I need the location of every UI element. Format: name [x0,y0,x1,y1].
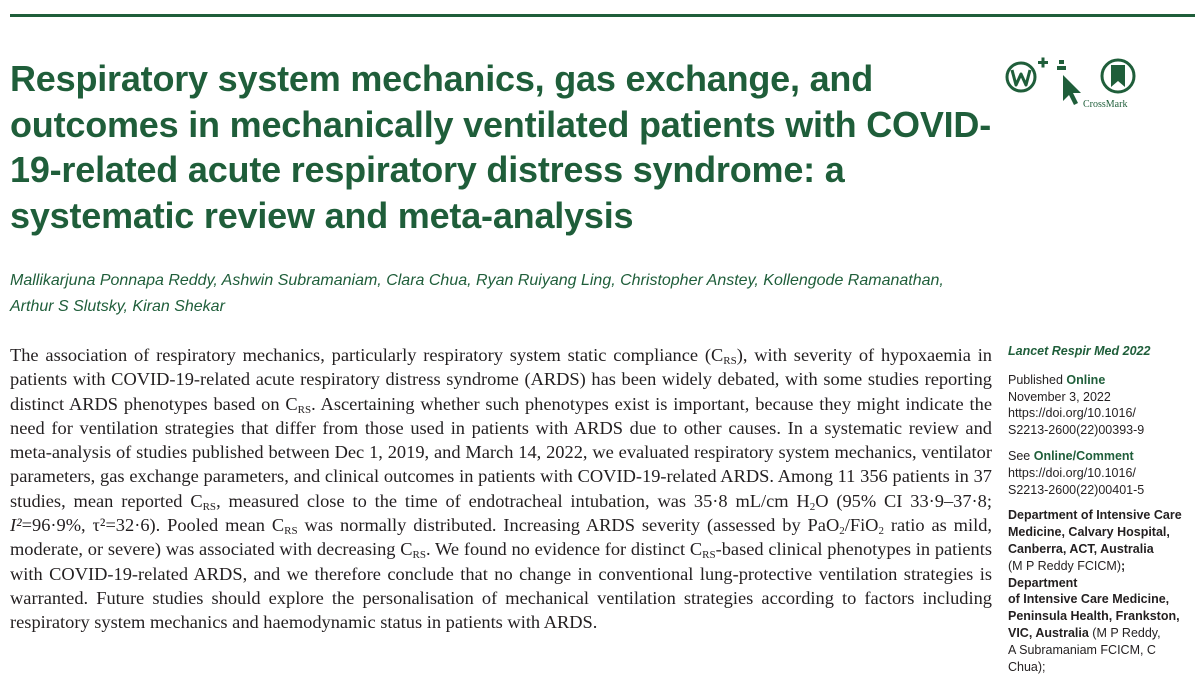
comment-doi-line-1[interactable]: https://doi.org/10.1016/ [1008,465,1136,480]
subscript-pao2: 2 [839,525,845,538]
subscript-rs: RS [412,549,426,562]
affiliation-line: Department of Intensive Care [1008,508,1182,523]
see-label: See [1008,448,1034,463]
article-title: Respiratory system mechanics, gas exchange, and outcomes in mechanically ventilated patients with COVID-19-related acute respiratory distress syndrome: a systematic review and meta-analysis [10,58,992,236]
published-line [1008,372,1196,389]
affiliation-line: of Intensive Care Medicine, [1008,592,1170,607]
affiliation-line: VIC, Australia [1008,625,1089,640]
published-online-link[interactable]: Online [1066,372,1106,387]
abstract-text: , measured close to the time of endotracheal intubation, was 35·8 mL/cm H [216,490,810,511]
abstract-text: was normally distributed. Increasing ARDS severity (assessed by PaO [297,515,840,536]
affiliation-names: A Subramaniam FCICM, C Chua); [1008,642,1156,674]
abstract-text: /FiO [844,515,879,536]
abstract-summary [10,343,992,635]
doi-link-line-2[interactable]: S2213-2600(22)00393-9 [1008,423,1145,438]
abstract-text: O (95% CI 33·9–37·8; [815,490,992,511]
w-plus-icon[interactable] [1007,58,1048,92]
article-badges [1005,56,1155,112]
affiliation-names-line [1008,625,1196,642]
top-rule [10,14,1195,17]
author-list [10,268,995,320]
authors-line-2: Arthur S Slutsky, Kiran Shekar [10,298,225,315]
online-comment-link[interactable]: Online/Comment [1033,448,1134,463]
affiliation-names: (M P Reddy FCICM) [1008,558,1121,573]
cursor-icon[interactable] [1057,60,1081,105]
subscript-rs: RS [723,355,737,367]
subscript-rs: RS [297,403,312,416]
abstract-text: . We found no evidence for distinct C [425,539,703,560]
affiliation-names-line [1008,558,1196,592]
journal-citation: Lancet Respir Med 2022 [1008,344,1151,358]
crossmark-label: CrossMark [1083,99,1128,110]
i-squared: I² [10,515,22,536]
crossmark-icon[interactable] [1102,60,1134,92]
affiliation-line: Canberra, ACT, Australia [1008,541,1154,556]
abstract-text: The association of respiratory mechanics, particularly respiratory system static compliance (C [10,345,724,365]
published-label: Published [1008,372,1067,387]
subscript-rs: RS [702,549,716,562]
sidebar [1008,343,1196,675]
affiliation-line: Peninsula Health, Frankston, [1008,609,1180,624]
subscript-fio2: 2 [878,525,884,538]
published-date: November 3, 2022 [1008,389,1111,404]
subscript-rs: RS [202,500,217,513]
abstract-text: ratio as mild, moderate, or severe) was associated with decreasing C [10,515,992,560]
subscript-rs: RS [284,525,298,538]
subscript-h2o: 2 [809,500,816,513]
abstract-text: ), with severity of hypoxaemia in patients with COVID-19-related acute respiratory distress syndrome (ARDS) has been widely debated, with some studies reporting distinct ARDS phenotypes based on C [10,345,992,414]
affiliation-line: ; Department [1008,558,1126,590]
authors-line-1: Mallikarjuna Ponnapa Reddy, Ashwin Subramaniam, Clara Chua, Ryan Ruiyang Ling, Christopher Anstey, Kollengode Ramanathan, [10,272,944,289]
affiliation-line: Medicine, Calvary Hospital, [1008,525,1170,540]
see-also-line [1008,448,1196,465]
doi-link-line-1[interactable]: https://doi.org/10.1016/ [1008,406,1136,421]
abstract-text: . Ascertaining whether such phenotypes exist is important, because they might indicate the need for ventilation strategies that differ from those used in patients with ARDS due to other causes. In a systematic review and meta-analysis of studies published between Dec 1, 2019, and March 14, 2022, we evaluated respiratory system mechanics, ventilator parameters, gas exchange parameters, and clinical outcomes in patients with COVID-19-related ARDS. Among 11 356 patients in 37 studies, mean reported C [10,393,992,511]
abstract-text: =96·9%, τ²=32·6). Pooled mean C [21,515,285,536]
abstract-text: -based clinical phenotypes in patients with COVID-19-related ARDS, and we therefore conclude that no change in conventional lung-protective ventilation strategies is warranted. Future studies should explore the personalisation of mechanical ventilation strategies according to factors including respiratory system mechanics and haemodynamic status in patients with ARDS. [10,539,993,633]
comment-doi-line-2[interactable]: S2213-2600(22)00401-5 [1008,482,1145,497]
affiliation-names: (M P Reddy, [1088,625,1161,640]
